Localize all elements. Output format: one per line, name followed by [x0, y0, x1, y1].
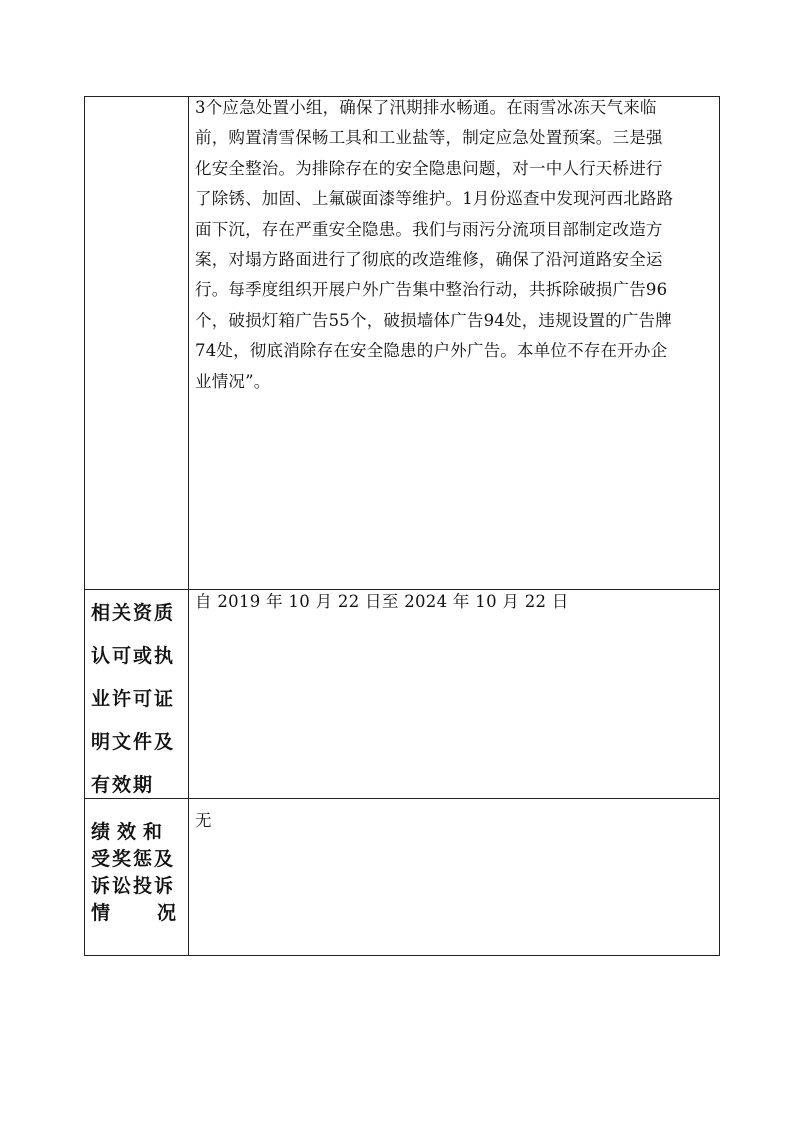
- narrative-line: 面下沉，存在严重安全隐患。我们与雨污分流项目部制定改造方: [195, 219, 663, 239]
- performance-label-char: 情: [91, 902, 113, 924]
- performance-label-char: 况: [156, 902, 178, 924]
- info-table: [84, 96, 720, 956]
- narrative-line: 业情况”。: [195, 371, 271, 391]
- narrative-line: 了除锈、加固、上氟碳面漆等维护。1月份巡查中发现河西北路路: [195, 189, 674, 209]
- qualification-label-line: 相关资质: [91, 602, 176, 624]
- qualification-label-line: 有效期: [91, 774, 155, 796]
- performance-label-line: 绩效和: [91, 821, 170, 843]
- qualification-row: [85, 589, 719, 798]
- narrative-line: 行。每季度组织开展户外广告集中整治行动，共拆除破损广告96: [195, 280, 668, 300]
- narrative-row: [85, 97, 719, 589]
- column-divider: [188, 590, 189, 798]
- performance-label-line: 诉讼投诉: [91, 875, 176, 897]
- narrative-line: 前，购置清雪保畅工具和工业盐等，制定应急处置预案。三是强: [195, 128, 663, 148]
- performance-row: [85, 798, 719, 955]
- performance-value: 无: [195, 811, 212, 830]
- performance-label-line: [85, 900, 188, 927]
- performance-label: [85, 819, 188, 927]
- performance-label-line: 受奖惩及: [91, 848, 176, 870]
- column-divider: [188, 97, 189, 589]
- narrative-line: 化安全整治。为排除存在的安全隐患问题，对一中人行天桥进行: [195, 158, 663, 178]
- narrative-line: 个，破损灯箱广告55个，破损墙体广告94处，违规设置的广告牌: [195, 310, 672, 330]
- qualification-label-line: 业许可证: [91, 688, 176, 710]
- narrative-content: [195, 93, 713, 397]
- qualification-value: 自 2019 年 10 月 22 日至 2024 年 10 月 22 日: [195, 592, 569, 611]
- qualification-label: [85, 592, 188, 807]
- narrative-line: 3个应急处置小组，确保了汛期排水畅通。在雨雪冰冻天气来临: [195, 98, 657, 117]
- qualification-label-line: 明文件及: [91, 731, 176, 753]
- qualification-label-line: 认可或执: [91, 645, 176, 667]
- column-divider: [188, 799, 189, 955]
- narrative-line: 案，对塌方路面进行了彻底的改造维修，确保了沿河道路安全运: [195, 250, 663, 270]
- narrative-line: 74处，彻底消除存在安全隐患的户外广告。本单位不存在开办企: [195, 341, 668, 361]
